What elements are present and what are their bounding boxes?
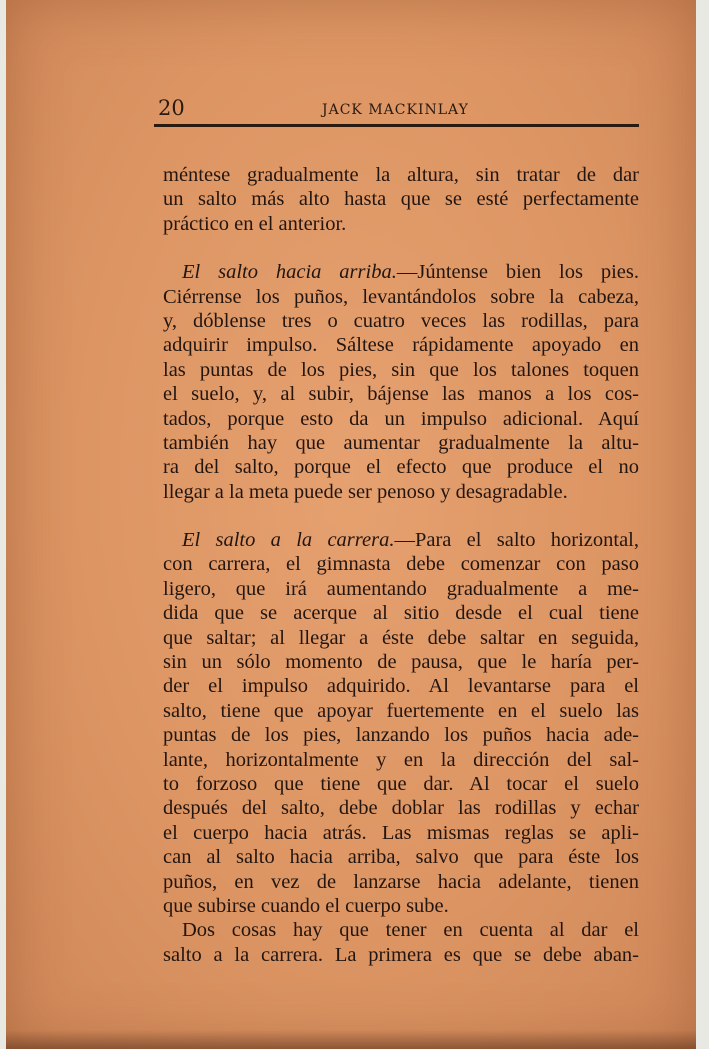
text-line: salto, tiene que apoyar fuertemente en el suelo las xyxy=(163,699,639,722)
text-line: to forzoso que tiene que dar. Al tocar el suelo xyxy=(163,772,639,795)
text-line: lante, horizontalmente y en la dirección del sal- xyxy=(163,748,639,771)
text-line: ligero, que irá aumentando gradualmente a me- xyxy=(163,577,639,600)
text-line: salto a la carrera. La primera es que se debe aban- xyxy=(163,943,639,966)
text-line: can al salto hacia arriba, salvo que para éste los xyxy=(163,846,639,869)
page-header xyxy=(154,92,639,127)
paragraph-heading-line xyxy=(163,528,639,552)
text-line: puños, en vez de lanzarse hacia adelante, tienen xyxy=(163,870,639,893)
section-title: El salto hacia arriba. xyxy=(182,261,397,284)
text-line: dida que se acerque al sitio desde el cual tiene xyxy=(163,602,639,625)
text-line: tados, porque esto da un impulso adicional. Aquí xyxy=(163,407,639,430)
text-line: las puntas de los pies, sin que los talones toquen xyxy=(163,358,639,381)
text-line: puntas de los pies, lanzando los puños hacia ade- xyxy=(163,724,639,747)
text-line: y, dóblense tres o cuatro veces las rodillas, para xyxy=(163,309,639,332)
text-line: adquirir impulso. Sáltese rápidamente apoyado en xyxy=(163,334,639,357)
text-line: der el impulso adquirido. Al levantarse para el xyxy=(163,675,639,698)
text-line: Dos cosas hay que tener en cuenta al dar el xyxy=(182,919,639,942)
body-text xyxy=(163,163,639,967)
text-line: llegar a la meta puede ser penoso y desagradable. xyxy=(163,480,568,503)
running-head: JACK MACKINLAY xyxy=(322,102,469,118)
text-line: ra del salto, porque el efecto que produce el no xyxy=(163,456,639,479)
text-line: el cuerpo hacia atrás. Las mismas reglas se apli- xyxy=(163,821,639,844)
text-line: un salto más alto hasta que se esté perfectamente xyxy=(163,188,639,211)
text-line: Ciérrense los puños, levantándolos sobre la cabeza, xyxy=(163,285,639,308)
text-line: que saltar; al llegar a éste debe saltar en seguida, xyxy=(163,626,639,649)
text-line: el suelo, y, al subir, bájense las manos a los cos- xyxy=(163,383,639,406)
text-line: también hay que aumentar gradualmente la altu- xyxy=(163,431,639,454)
section-title: El salto a la carrera. xyxy=(182,529,395,552)
page-number: 20 xyxy=(158,96,185,120)
text-line: méntese gradualmente la altura, sin tratar de dar xyxy=(163,164,639,186)
text-line: después del salto, debe doblar las rodillas y echar xyxy=(163,797,639,820)
book-page xyxy=(6,0,696,1049)
text-line: práctico en el anterior. xyxy=(163,212,347,235)
text-fragment: —Para el salto horizontal, xyxy=(394,529,639,552)
text-line: sin un sólo momento de pausa, que le haría per- xyxy=(163,651,639,674)
paragraph-heading-line xyxy=(163,260,639,284)
text-line: que subirse cuando el cuerpo sube. xyxy=(163,894,449,917)
text-line: con carrera, el gimnasta debe comenzar con paso xyxy=(163,553,639,576)
text-fragment: —Júntense bien los pies. xyxy=(396,261,639,284)
